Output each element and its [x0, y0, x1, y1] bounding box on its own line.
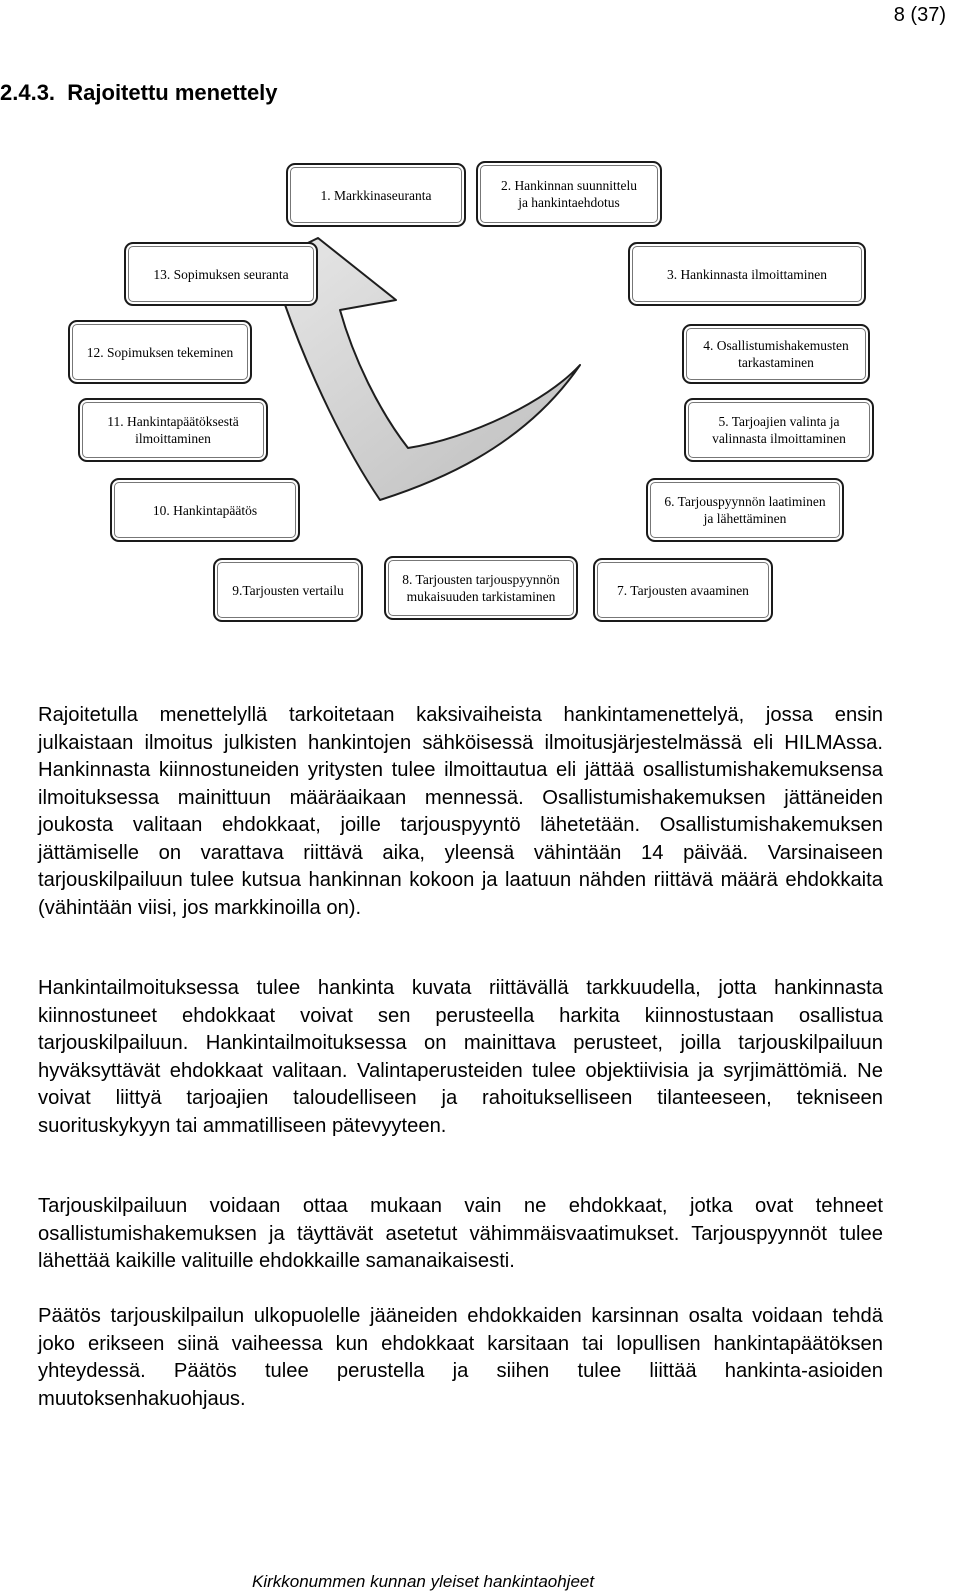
section-heading: 2.4.3. Rajoitettu menettely: [0, 80, 278, 105]
process-step: 13. Sopimuksen seuranta: [124, 242, 318, 306]
page-footer: Kirkkonummen kunnan yleiset hankintaohjeet: [252, 1572, 595, 1591]
body-paragraph: Hankintailmoituksessa tulee hankinta kuvata riittävällä tarkkuudella, jotta hankinnasta kiinnostuneet ehdokkaat voivat sen perusteella harkita kiinnostustaan osallistua tarjouskilpailuun. Hankintailmoituksessa on mainittava perusteet, joilla tarjouskilpailuun hyväksyttävät ehdokkaat valitaan. Valintaperusteiden tulee objektiivisia ja syrjimättömiä. Ne voivat liittyä tarjoajien taloudelliseen ja rahoitukselliseen tilanteeseen, tekniseen suorituskykyyn tai ammatilliseen pätevyyteen.: [38, 977, 883, 1137]
process-step: 2. Hankinnan suunnittelu ja hankintaehdotus: [476, 161, 662, 227]
page-number: 8 (37): [893, 4, 946, 26]
process-step: 7. Tarjousten avaaminen: [593, 558, 773, 622]
process-step: 12. Sopimuksen tekeminen: [68, 320, 252, 384]
process-step: 11. Hankintapäätöksestä ilmoittaminen: [78, 398, 268, 462]
body-paragraph: Rajoitetulla menettelyllä tarkoitetaan kaksivaiheista hankintamenettelyä, jossa ensin julkaistaan ilmoitus julkisten hankintojen sähköisessä ilmoitusjärjestelmässä eli HILMAssa. Hankinnasta kiinnostuneiden yritysten tulee ilmoittautua eli jättää osallistumishakemuksensa ilmoituksessa mainittuun määräaikaan mennessä. Osallistumishakemuksen jättäneiden joukosta valitaan ehdokkaat, joille tarjouspyyntö lähetetään. Osallistumishakemuksen jättämiselle on varattava riittävä aika, yleensä vähintään 14 päivää. Varsinaiseen tarjouskilpailuun tulee kutsua hankinnan kokoon ja laatuun nähden riittävä määrä ehdokkaita (vähintään viisi, jos markkinoilla on).: [38, 704, 883, 919]
process-step: 1. Markkinaseuranta: [286, 163, 466, 227]
process-step: 5. Tarjoajien valinta ja valinnasta ilmoittaminen: [684, 398, 874, 462]
process-step: 8. Tarjousten tarjouspyynnön mukaisuuden tarkistaminen: [384, 556, 578, 620]
process-step: 3. Hankinnasta ilmoittaminen: [628, 242, 866, 306]
process-step: 10. Hankintapäätös: [110, 478, 300, 542]
process-step: 6. Tarjouspyynnön laatiminen ja lähettäminen: [646, 478, 844, 542]
body-paragraph: Tarjouskilpailuun voidaan ottaa mukaan vain ne ehdokkaat, jotka ovat tehneet osallistumishakemuksen ja täyttävät asetetut vähimmäisvaatimukset. Tarjouspyynnöt tulee lähettää kaikille valituille ehdokkaille samanaikaisesti.: [38, 1195, 883, 1272]
process-step: 4. Osallistumishakemusten tarkastaminen: [682, 324, 870, 384]
body-paragraph: Päätös tarjouskilpailun ulkopuolelle jääneiden ehdokkaiden karsinnan osalta voidaan tehdä joko erikseen siinä vaiheessa kun ehdokkaat karsitaan tai lopullisen hankintapäätöksen yhteydessä. Päätös tulee perustella ja siihen tulee liittää hankinta-asioiden muutoksenhakuohjaus.: [38, 1305, 883, 1410]
process-step: 9.Tarjousten vertailu: [213, 558, 363, 622]
procurement-process-diagram: [0, 150, 960, 650]
